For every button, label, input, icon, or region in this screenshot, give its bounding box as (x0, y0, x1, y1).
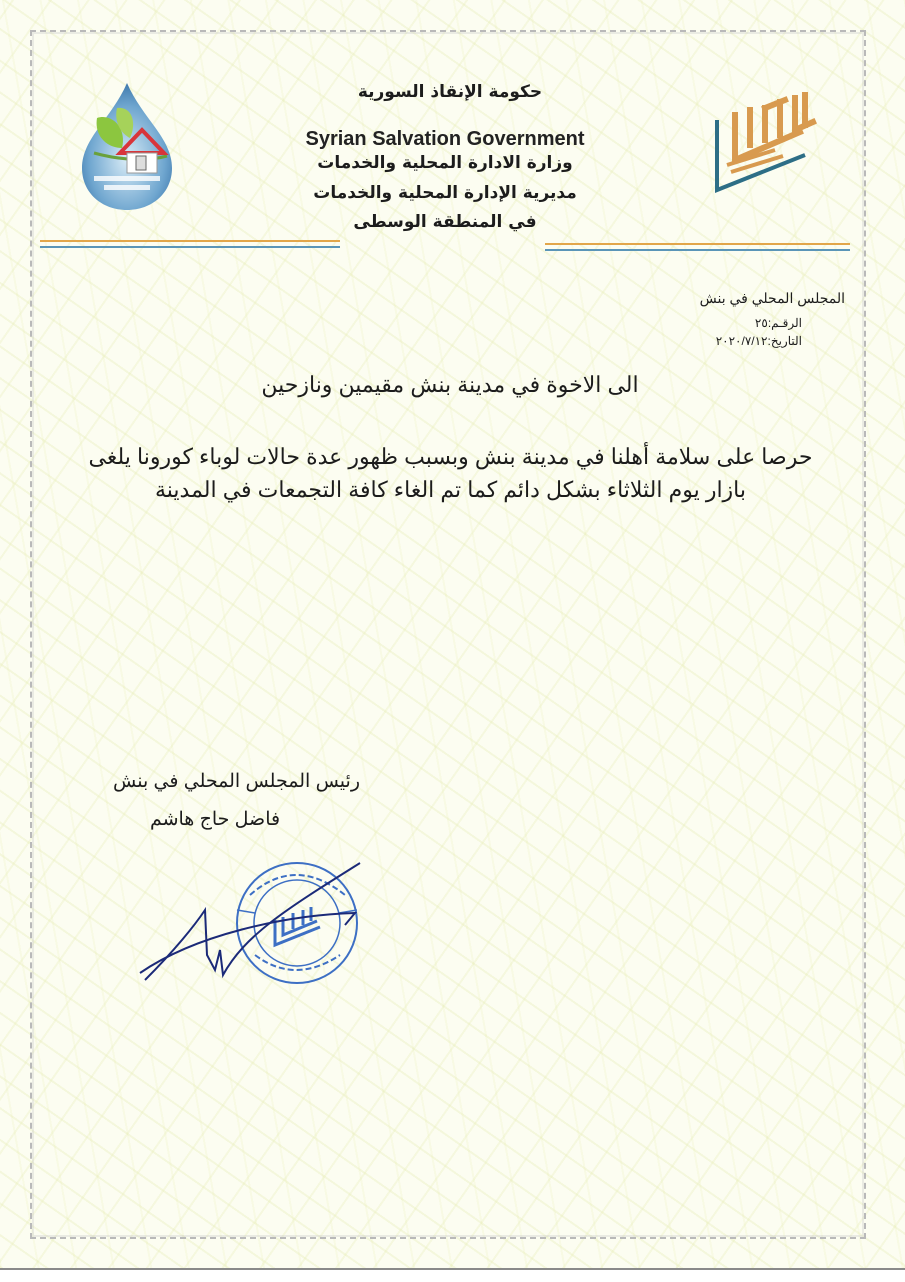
header-rule-right-blue (545, 249, 850, 251)
header-rule-left-orange (40, 240, 340, 242)
water-drop-logo-icon (72, 78, 182, 213)
issuer-council: المجلس المحلي في بنش (699, 290, 845, 306)
body-line-2: بازار يوم الثلاثاء بشكل دائم كما تم الغاء كافة التجمعات في المدينة (154, 477, 747, 502)
letter-body (48, 440, 853, 506)
signatory-title: رئيس المجلس المحلي في بنش (113, 771, 360, 792)
salutation: الى الاخوة في مدينة بنش مقيمين ونازحين (261, 372, 639, 397)
body-line-1: حرصا على سلامة أهلنا في مدينة بنش وبسبب ظهور عدة حالات لوباء كورونا يلغى (88, 444, 813, 469)
region-name: في المنطقة الوسطى (353, 212, 537, 232)
signatory-name: فاضل حاج هاشم (149, 809, 281, 830)
government-name-arabic: حكومة الإنقاذ السورية (357, 82, 543, 102)
official-stamp (135, 855, 365, 990)
header-rule-left-blue (40, 246, 340, 248)
header-rule-right-orange (545, 243, 850, 245)
syria-calligraphy-logo-icon (705, 90, 835, 200)
reference-date: التاريخ:٢٠٢٠/٧/١٢ (715, 334, 802, 348)
directorate-name: مديرية الإدارة المحلية والخدمات (313, 183, 577, 203)
ministry-name: وزارة الادارة المحلية والخدمات (317, 153, 573, 173)
government-name-english: Syrian Salvation Government (305, 128, 585, 150)
reference-number: الرقـم:٢٥ (754, 316, 802, 330)
stamp-seal-icon (237, 863, 357, 983)
